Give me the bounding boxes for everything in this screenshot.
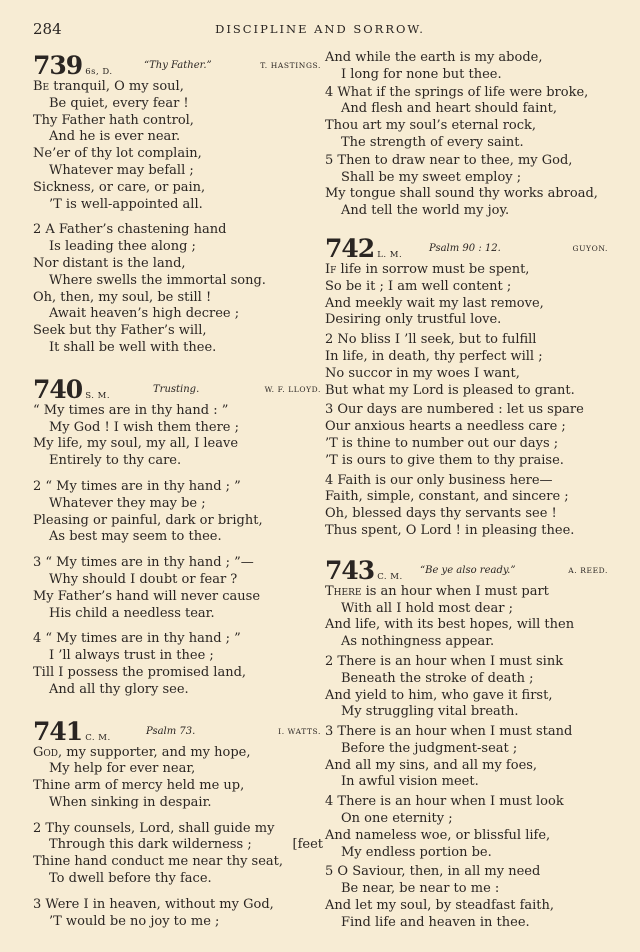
stanza [33, 79, 323, 213]
verse-line: My help for ever near, [49, 761, 196, 777]
stanza [325, 262, 610, 329]
stanza [33, 821, 323, 888]
verse-line: As best may seem to thee. [49, 529, 222, 545]
verse-line: In awful vision meet. [341, 774, 479, 790]
verse-line: 3 Were I in heaven, without my God, [33, 896, 274, 912]
hymn-header [33, 374, 323, 404]
verse-line: Find life and heaven in thee. [341, 914, 530, 930]
verse-line: And yield to him, who gave it first, [325, 687, 553, 703]
verse-line: Be tranquil, O my soul, [33, 79, 184, 94]
verse-line: And he is ever near. [49, 129, 181, 145]
hymn-number: 741 [33, 716, 83, 746]
verse-line: ’T is ours to give them to thy praise. [325, 452, 564, 468]
verse-line: Be near, be near to me : [341, 881, 500, 897]
verse-line: If life in sorrow must be spent, [325, 261, 530, 277]
verse-line: God, my supporter, and my hope, [33, 744, 251, 760]
stanza [325, 85, 610, 152]
verse-line: My God ! I wish them there ; [49, 419, 239, 435]
verse-line: Entirely to thy care. [49, 453, 182, 469]
verse-line: 2 No bliss I ’ll seek, but to fulfill [325, 332, 537, 348]
verse-line: Pleasing or painful, dark or bright, [33, 512, 263, 528]
stanza [325, 50, 610, 84]
verse-line: Seek but thy Father’s will, [33, 323, 207, 339]
hymn-meter: 6s, D. [85, 67, 113, 77]
hymn-number: 742 [325, 233, 375, 263]
hymn-tune: Trusting. [153, 383, 200, 395]
hymn-author: T. HASTINGS. [260, 61, 321, 70]
hymn-author: A. REED. [568, 565, 608, 575]
verse-line: And let my soul, by steadfast faith, [325, 898, 555, 914]
verse-line: It shall be well with thee. [49, 339, 217, 355]
verse-line: Shall be my sweet employ ; [341, 169, 522, 185]
running-title: DISCIPLINE AND SORROW. [215, 22, 425, 36]
verse-line: And tell the world my joy. [341, 203, 510, 219]
stanza [33, 479, 323, 546]
verse-line: And life, with its best hopes, will then [325, 617, 575, 633]
verse-line: No succor in my woes I want, [325, 365, 520, 381]
hymn-meter: S. M. [85, 390, 111, 401]
hymn-741-continued [325, 50, 610, 220]
hymn-author: W. F. LLOYD. [264, 384, 321, 394]
stanza [325, 864, 610, 931]
stanza [33, 897, 323, 931]
verse-line: And while the earth is my abode, [325, 50, 543, 65]
verse-line: I ’ll always trust in thee ; [49, 648, 214, 664]
verse-line: My Father’s hand will never cause [33, 588, 261, 604]
verse-line: 4 “ My times are in thy hand ; ” [33, 631, 241, 647]
verse-line: As nothingness appear. [341, 634, 495, 650]
stanza [325, 584, 610, 651]
right-column [325, 50, 610, 952]
stanza [33, 555, 323, 622]
verse-line: And all my sins, and all my foes, [325, 757, 538, 773]
hymn-header [33, 53, 323, 79]
verse-line: My tongue shall sound thy works abroad, [325, 186, 598, 202]
verse-line: Ne’er of thy lot complain, [33, 146, 202, 162]
verse-line: Whatever may befall ; [49, 162, 194, 178]
verse-line: And all thy glory see. [49, 681, 189, 697]
hymn-number: 743 [325, 555, 375, 585]
hymn-meter: C. M. [377, 571, 403, 582]
verse-line: 5 Then to draw near to thee, my God, [325, 152, 573, 168]
verse-line: Whatever they may be ; [49, 495, 206, 511]
verse-line: Is leading thee along ; [49, 239, 196, 255]
verse-line: But what my Lord is pleased to grant. [325, 382, 575, 398]
stanza [33, 631, 323, 698]
verse-line: 2 There is an hour when I must sink [325, 653, 564, 669]
verse-line: Faith, simple, constant, and sincere ; [325, 489, 569, 505]
verse-line: “ My times are in thy hand : ” [33, 402, 229, 418]
verse-line: My struggling vital breath. [341, 704, 519, 720]
stanza [325, 794, 610, 861]
verse-line: Sickness, or care, or pain, [33, 179, 206, 195]
verse-line: Desiring only trustful love. [325, 312, 502, 328]
verse-line: When sinking in despair. [49, 794, 212, 810]
verse-line: There is an hour when I must part [325, 583, 549, 599]
stanza [325, 473, 610, 540]
verse-line: 4 There is an hour when I must look [325, 794, 564, 810]
verse-line: ’T would be no joy to me ; [49, 913, 220, 929]
stanza [325, 153, 610, 220]
verse-line: My endless portion be. [341, 844, 492, 860]
verse-line: Our anxious hearts a needless care ; [325, 419, 566, 435]
hymn-742 [325, 233, 610, 540]
running-head [33, 20, 607, 40]
verse-line: On one eternity ; [341, 811, 453, 827]
verse-line: Before the judgment-seat ; [341, 740, 518, 756]
verse-line: 3 There is an hour when I must stand [325, 724, 573, 740]
hymn-author: I. WATTS. [278, 726, 321, 736]
verse-line: And flesh and heart should faint, [341, 101, 558, 117]
verse-line: The strength of every saint. [341, 134, 524, 150]
verse-line: To dwell before thy face. [49, 871, 212, 887]
verse-line: Thus spent, O Lord ! in pleasing thee. [325, 522, 575, 538]
hymn-tune: “Thy Father.” [144, 60, 212, 71]
hymn-739 [33, 53, 323, 357]
verse-line: And nameless woe, or blissful life, [325, 827, 551, 843]
verse-line: My life, my soul, my all, I leave [33, 436, 239, 452]
verse-line: 5 O Saviour, then, in all my need [325, 864, 541, 880]
verse-line: Be quiet, every fear ! [49, 95, 189, 111]
stanza [325, 332, 610, 399]
hymn-meter: L. M. [377, 249, 403, 260]
verse-line: Thou art my soul’s eternal rock, [325, 118, 537, 134]
stanza [325, 654, 610, 721]
stanza [325, 724, 610, 791]
verse-line: Through this dark wilderness ; [feet [49, 837, 323, 853]
verse-line: 2 A Father’s chastening hand [33, 222, 227, 238]
verse-line: So be it ; I am well content ; [325, 278, 512, 294]
hymn-tune: Psalm 73. [146, 725, 196, 737]
hymn-author: GUYON. [572, 243, 608, 253]
verse-line: 2 “ My times are in thy hand ; ” [33, 478, 241, 494]
hymn-tune: “Be ye also ready.” [420, 564, 516, 576]
hymn-header [325, 555, 610, 585]
verse-line: Oh, blessed days thy servants see ! [325, 506, 557, 522]
page-number: 284 [33, 20, 62, 38]
left-column [33, 53, 323, 950]
verse-line: Await heaven’s high decree ; [49, 306, 240, 322]
verse-line: In life, in death, thy perfect will ; [325, 348, 543, 364]
verse-line: Thy Father hath control, [33, 112, 194, 128]
hymn-meter: C. M. [85, 732, 111, 743]
hymn-number: 740 [33, 374, 83, 404]
hymn-header [33, 716, 323, 746]
verse-line: Till I possess the promised land, [33, 664, 247, 680]
verse-line: Nor distant is the land, [33, 255, 186, 271]
stanza [33, 222, 323, 356]
verse-line: Where swells the immortal song. [49, 272, 266, 288]
verse-line: Why should I doubt or fear ? [49, 571, 238, 587]
verse-line: Beneath the stroke of death ; [341, 670, 534, 686]
verse-line: Thine hand conduct me near thy seat, [33, 854, 284, 870]
hymn-header [325, 233, 610, 263]
stanza [33, 745, 323, 812]
stanza [33, 403, 323, 470]
stanza [325, 402, 610, 469]
verse-line: Oh, then, my soul, be still ! [33, 289, 212, 305]
verse-line: With all I hold most dear ; [341, 600, 513, 616]
verse-line: 3 “ My times are in thy hand ; ”— [33, 555, 254, 571]
verse-line: I long for none but thee. [341, 66, 502, 82]
verse-line: ’T is well-appointed all. [49, 196, 203, 212]
verse-line: And meekly wait my last remove, [325, 295, 544, 311]
verse-line: 4 Faith is our only business here— [325, 472, 553, 488]
hymn-743 [325, 555, 610, 932]
verse-line: ’T is thine to number out our days ; [325, 435, 559, 451]
verse-line: His child a needless tear. [49, 605, 215, 621]
hymn-number: 739 [33, 51, 83, 80]
hymn-tune: Psalm 90 : 12. [429, 242, 501, 254]
verse-line: Thine arm of mercy held me up, [33, 778, 245, 794]
verse-line: 2 Thy counsels, Lord, shall guide my [33, 820, 275, 836]
hymn-741 [33, 716, 323, 931]
verse-line: 4 What if the springs of life were broke, [325, 84, 589, 100]
verse-line: 3 Our days are numbered : let us spare [325, 402, 584, 418]
hymn-740 [33, 374, 323, 699]
